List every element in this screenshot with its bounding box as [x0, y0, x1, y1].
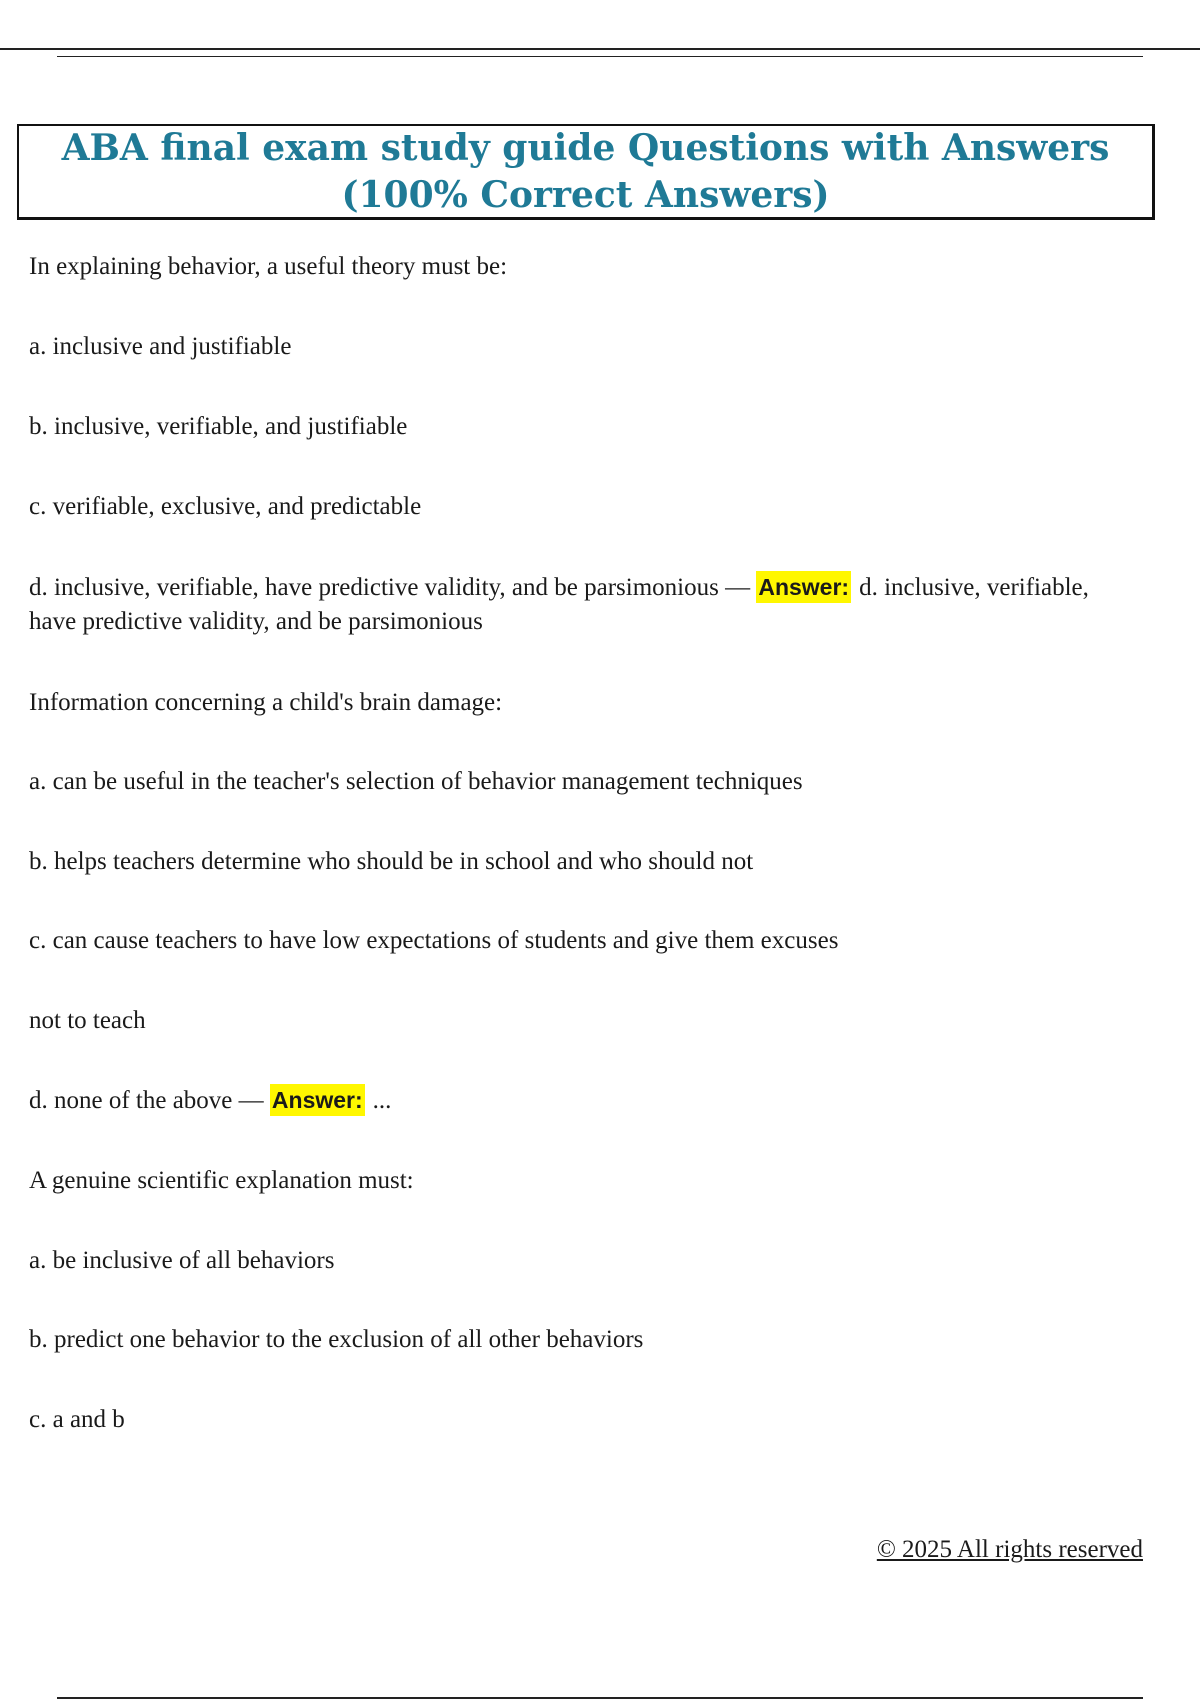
question-3-option-b: b. predict one behavior to the exclusion of all other behaviors [29, 1326, 644, 1353]
copyright-footer: © 2025 All rights reserved [876, 1536, 1143, 1563]
question-2-option-d-text: d. none of the above — [29, 1087, 264, 1114]
answer-label: Answer: [756, 571, 851, 603]
top-rule-inner [57, 56, 1143, 57]
bottom-rule [57, 1697, 1143, 1699]
top-rule-outer [0, 48, 1200, 50]
question-2-option-c: c. can cause teachers to have low expectations of students and give them excuses [29, 927, 839, 954]
answer-label: Answer: [270, 1084, 365, 1116]
question-1-option-c: c. verifiable, exclusive, and predictable [29, 493, 422, 520]
question-3-stem: A genuine scientific explanation must: [29, 1167, 414, 1194]
question-2-option-a: a. can be useful in the teacher's selection of behavior management techniques [29, 768, 803, 795]
document-title: ABA final exam study guide Questions with Answers (100% Correct Answers) [61, 126, 1110, 216]
question-2-option-d [29, 1083, 391, 1118]
question-1-option-a: a. inclusive and justifiable [29, 333, 292, 360]
question-2-option-b: b. helps teachers determine who should be in school and who should not [29, 848, 754, 875]
question-1-answer: d. inclusive, verifiable, have predictive validity, and be parsimonious [29, 574, 1089, 635]
question-2-option-c-continued: not to teach [29, 1007, 146, 1034]
question-1-stem: In explaining behavior, a useful theory must be: [29, 253, 508, 280]
question-2-stem: Information concerning a child's brain damage: [29, 689, 503, 716]
question-3-option-a: a. be inclusive of all behaviors [29, 1247, 335, 1274]
question-2-answer: ... [372, 1087, 392, 1114]
question-3-option-c: c. a and b [29, 1406, 125, 1433]
title-box [17, 124, 1155, 220]
question-1-option-d-text: d. inclusive, verifiable, have predictive validity, and be parsimonious — [29, 574, 751, 601]
question-1-option-d [29, 570, 1119, 639]
question-1-option-b: b. inclusive, verifiable, and justifiable [29, 413, 408, 440]
